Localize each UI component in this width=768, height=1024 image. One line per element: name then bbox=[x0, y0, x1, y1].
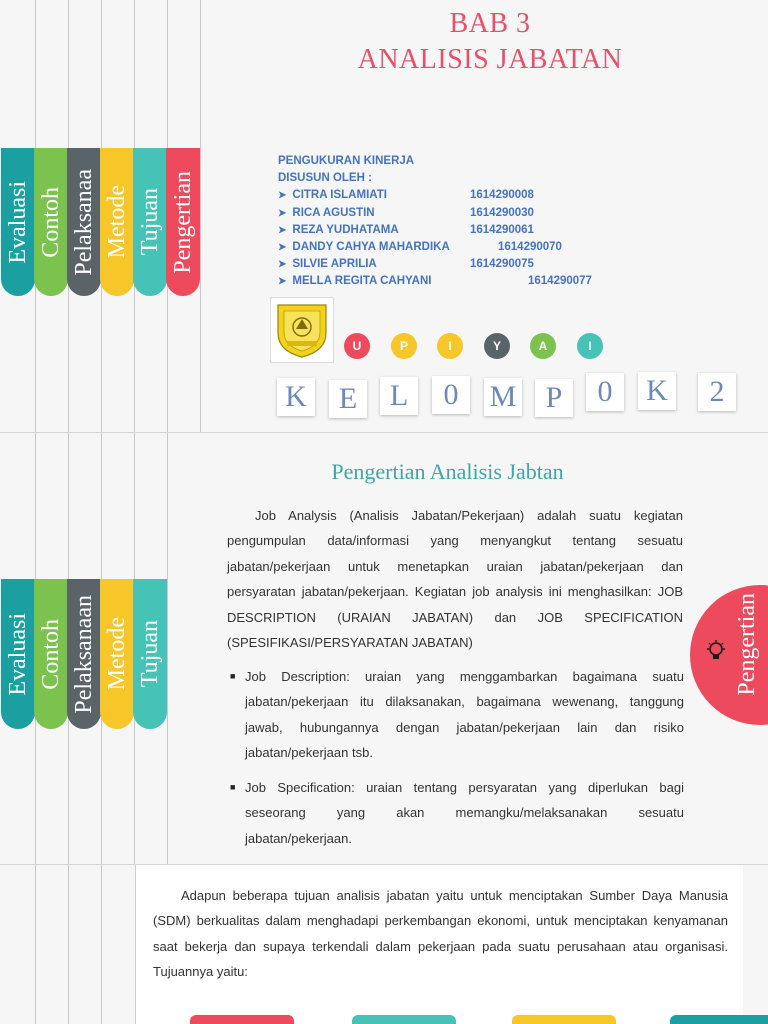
tab-pengertian[interactable]: Pengertian bbox=[166, 148, 200, 296]
slide-objectives bbox=[0, 864, 768, 1024]
tab-ribbons bbox=[0, 0, 210, 432]
letter-circle: Y bbox=[484, 333, 510, 359]
tab-contoh[interactable]: Contoh bbox=[34, 579, 68, 729]
letter-tile: M bbox=[484, 378, 522, 416]
letter-circle: A bbox=[530, 333, 556, 359]
letter-tile: P bbox=[535, 379, 573, 417]
tab-evaluasi[interactable]: Evaluasi bbox=[1, 579, 35, 729]
slide-definition bbox=[0, 432, 768, 864]
divider bbox=[101, 865, 102, 1024]
letter-circle: P bbox=[391, 333, 417, 359]
bullet-item: ■ Job Description: uraian yang menggambarkan bagaimana suatu jabatan/pekerjaan itu dilaksanakan, bagaimana wewenang, tanggung jawab, hubungannya dengan jabatan/pekerjaan lain dan risiko jabatan/pekerjaan tsb. bbox=[230, 664, 684, 766]
objective-card bbox=[512, 1015, 616, 1024]
arrow-bullet-icon: ➤ bbox=[278, 259, 287, 271]
member-row: ➤ RICA AGUSTIN 1614290030 bbox=[278, 206, 534, 219]
divider bbox=[200, 0, 201, 432]
tab-metode[interactable]: Metode bbox=[100, 148, 134, 296]
arrow-bullet-icon: ➤ bbox=[278, 276, 287, 288]
arrow-bullet-icon: ➤ bbox=[278, 224, 287, 236]
tab-ribbons bbox=[0, 433, 210, 864]
member-list bbox=[278, 153, 592, 291]
course-name: PENGUKURAN KINERJA bbox=[278, 155, 415, 167]
objectives-paragraph: Adapun beberapa tujuan analisis jabatan yaitu untuk menciptakan Sumber Daya Manusia (SDM) berkualitas dalam menghadapi perkembangan ekonomi, untuk menciptakan kenyamanan saat bekerja dan supaya terkendali dalam pekerjaan pada suatu perusahaan atau organisasi. Tujuannya yaitu: bbox=[153, 888, 728, 980]
section-title: Pengertian Analisis Jabtan bbox=[331, 459, 564, 484]
divider bbox=[68, 865, 69, 1024]
member-row: ➤ DANDY CAHYA MAHARDIKA 1614290070 bbox=[278, 240, 562, 253]
member-row: ➤ REZA YUDHATAMA 1614290061 bbox=[278, 223, 534, 236]
arrow-bullet-icon: ➤ bbox=[278, 241, 287, 253]
divider bbox=[167, 433, 168, 864]
letter-tile: E bbox=[329, 380, 367, 418]
arrow-bullet-icon: ➤ bbox=[278, 207, 287, 219]
objective-card bbox=[670, 1015, 768, 1024]
lightbulb-icon bbox=[704, 639, 728, 663]
tab-contoh[interactable]: Contoh bbox=[34, 148, 68, 296]
tab-tujuan[interactable]: Tujuan bbox=[133, 148, 167, 296]
member-row: ➤ CITRA ISLAMIATI 1614290008 bbox=[278, 189, 534, 202]
tab-pengertian-circle[interactable]: Pengertian bbox=[690, 585, 768, 725]
tab-pelaksanaan[interactable]: Pelaksanaa bbox=[67, 148, 101, 296]
university-logo bbox=[270, 297, 334, 363]
letter-tile: K bbox=[638, 372, 676, 410]
letter-tile: L bbox=[380, 377, 418, 415]
tab-evaluasi[interactable]: Evaluasi bbox=[1, 148, 35, 296]
letter-tile: 0 bbox=[432, 376, 470, 414]
authored-by: DISUSUN OLEH : bbox=[278, 172, 372, 185]
title-line-2: ANALISIS JABATAN bbox=[357, 44, 623, 75]
objective-card bbox=[352, 1015, 456, 1024]
tab-pelaksanaan[interactable]: Pelaksanaan bbox=[67, 579, 101, 729]
tab-tujuan[interactable]: Tujuan bbox=[133, 579, 167, 729]
member-row: ➤ SILVIE APRILIA 1614290075 bbox=[278, 258, 534, 271]
divider bbox=[35, 865, 36, 1024]
title-line-1: BAB 3 bbox=[449, 8, 531, 39]
letter-circle: I bbox=[577, 333, 603, 359]
tab-metode[interactable]: Metode bbox=[100, 579, 134, 729]
definition-paragraph: Job Analysis (Analisis Jabatan/Pekerjaan) adalah suatu kegiatan pengumpulan data/informasi yang menyangkut tentang sesuatu jabatan/pekerjaan untuk menetapkan uraian jabatan/pekerjaan dan persyaratan jabatan/pekerjaan. Kegiatan job analysis ini menghasilkan: JOB DESCRIPTION (URAIAN JABATAN) dan JOB SPECIFICATION (SPESIFIKASI/PERSYARATAN JABATAN) bbox=[227, 508, 683, 651]
slide-title bbox=[0, 0, 768, 432]
shield-emblem-icon bbox=[272, 299, 332, 361]
letter-tile: 0 bbox=[586, 373, 624, 411]
letter-tile: 2 bbox=[698, 373, 736, 411]
arrow-bullet-icon: ➤ bbox=[278, 190, 287, 202]
letter-tile: K bbox=[277, 378, 315, 416]
objective-card bbox=[190, 1015, 294, 1024]
member-row: ➤ MELLA REGITA CAHYANI 1614290077 bbox=[278, 275, 592, 288]
letter-circle: U bbox=[344, 333, 370, 359]
bullet-item: ■ Job Specification: uraian tentang persyaratan yang diperlukan bagi seseorang yang akan memangku/melaksanakan sesuatu jabatan/pekerjaan. bbox=[230, 775, 684, 851]
square-bullet-icon: ■ bbox=[230, 782, 236, 792]
letter-circle: I bbox=[437, 333, 463, 359]
square-bullet-icon: ■ bbox=[230, 671, 236, 681]
